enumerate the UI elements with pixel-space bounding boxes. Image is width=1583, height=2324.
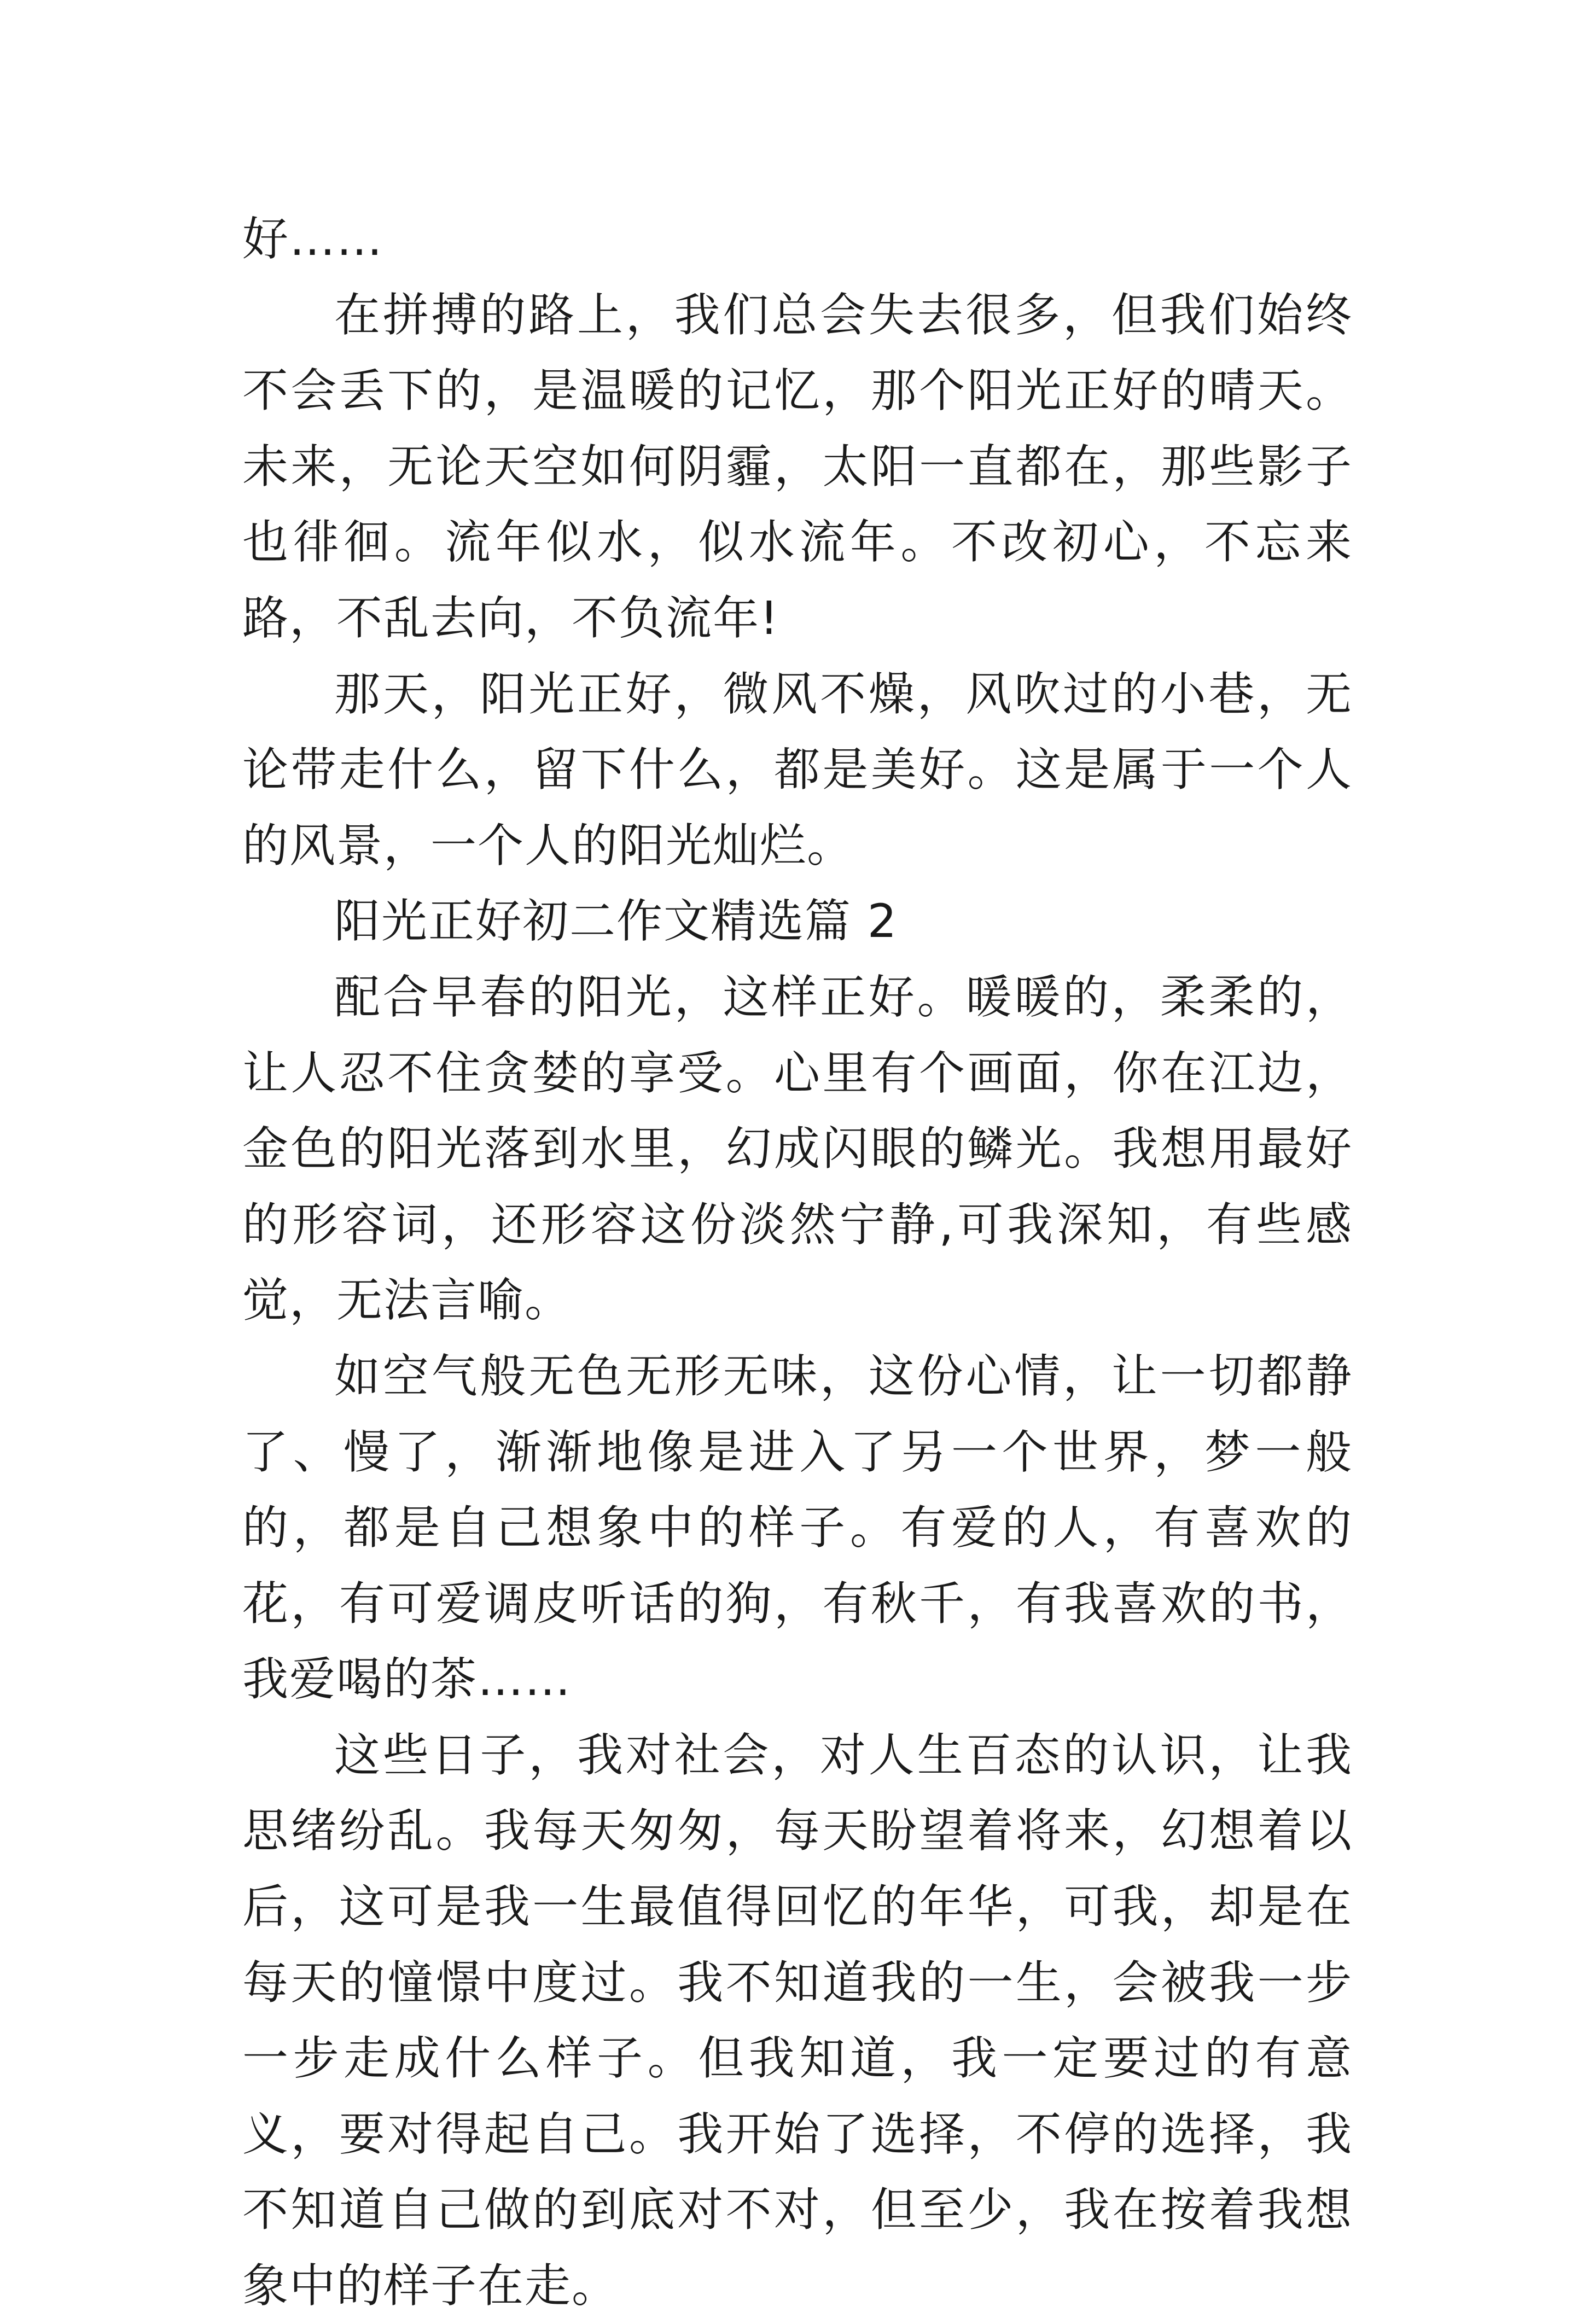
document-body [242, 201, 1353, 2324]
paragraph-continuation: 好…… [242, 212, 384, 266]
paragraph: 配合早春的阳光，这样正好。暖暖的，柔柔的，让人忍不住贪婪的享受。心里有个画面，你在江边，金色的阳光落到水里，幻成闪眼的鳞光。我想用最好的形容词，还形容这份淡然宁静,可我深知，有些感觉，无法言喻。 [242, 970, 1353, 1327]
paragraph: 在拼搏的路上，我们总会失去很多，但我们始终不会丢下的，是温暖的记忆，那个阳光正好的晴天。未来，无论天空如何阴霾，太阳一直都在，那些影子也徘徊。流年似水，似水流年。不改初心，不忘来路，不乱去向，不负流年! [242, 288, 1353, 645]
paragraph: 那天，阳光正好，微风不燥，风吹过的小巷，无论带走什么，留下什么，都是美好。这是属于一个人的风景，一个人的阳光灿烂。 [242, 667, 1353, 872]
section-heading: 阳光正好初二作文精选篇 2 [334, 894, 898, 948]
paragraph: 如空气般无色无形无味，这份心情，让一切都静了、慢了，渐渐地像是进入了另一个世界，梦一般的，都是自己想象中的样子。有爱的人，有喜欢的花，有可爱调皮听话的狗，有秋千，有我喜欢的书，我爱喝的茶…… [242, 1349, 1353, 1706]
paragraph: 这些日子，我对社会，对人生百态的认识，让我思绪纷乱。我每天匆匆，每天盼望着将来，幻想着以后，这可是我一生最值得回忆的年华，可我，却是在每天的憧憬中度过。我不知道我的一生，会被我一步一步走成什么样子。但我知道，我一定要过的有意义，要对得起自己。我开始了选择，不停的选择，我不知道自己做的到底对不对，但至少，我在按着我想象中的样子在走。 [242, 1728, 1353, 2313]
